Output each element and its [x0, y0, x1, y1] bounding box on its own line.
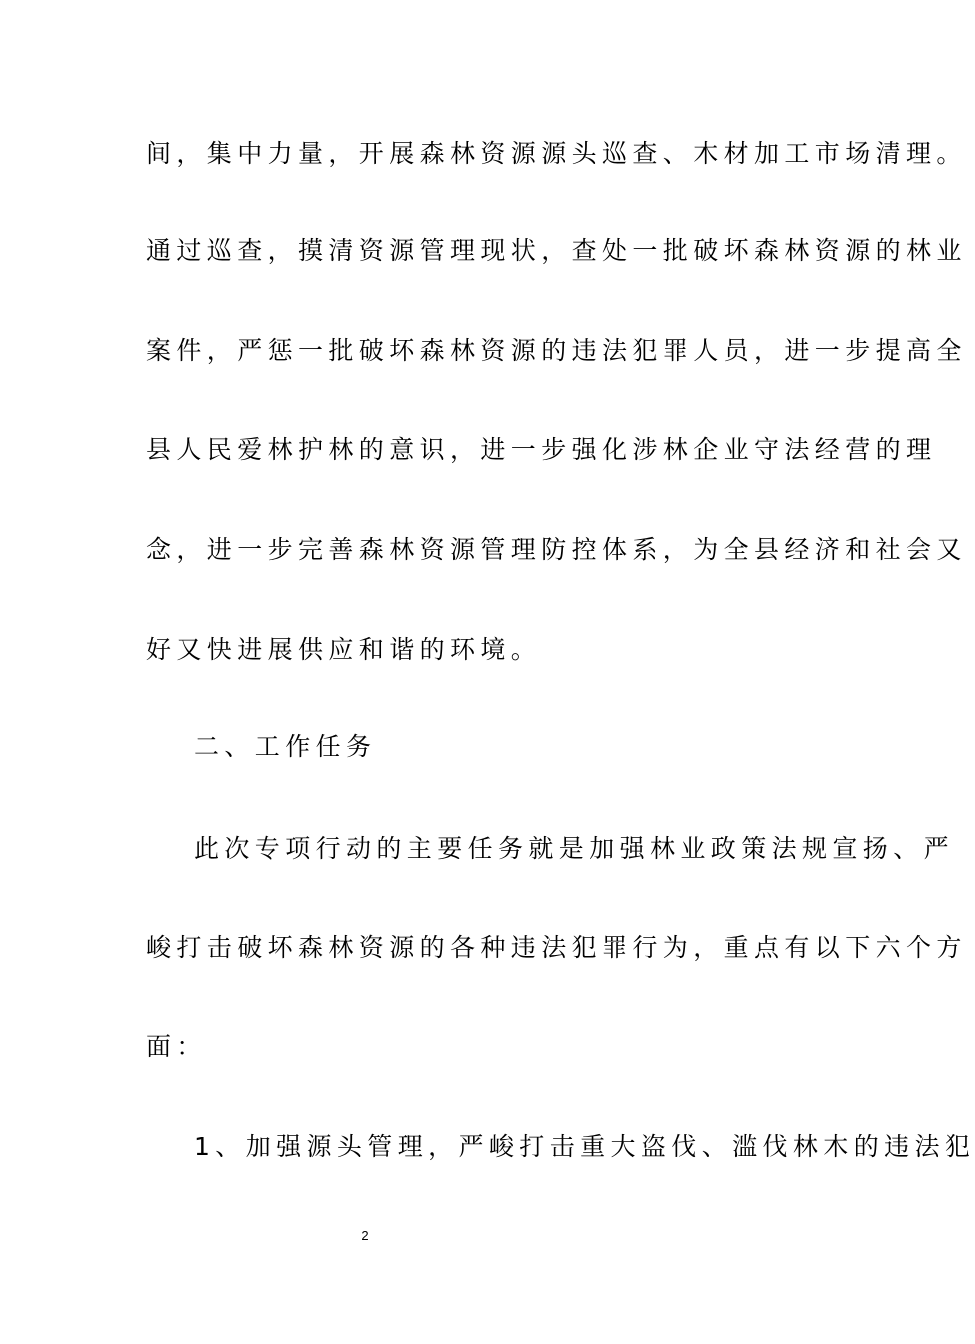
paragraph-line-8: 峻打击破坏森林资源的各种违法犯罪行为，重点有以下六个方 [146, 933, 967, 962]
paragraph-line-9: 面： [146, 1032, 207, 1061]
section-heading: 二、工作任务 [194, 732, 377, 761]
paragraph-line-3: 案件，严惩一批破坏森林资源的违法犯罪人员，进一步提高全 [146, 336, 967, 365]
paragraph-line-6: 好又快进展供应和谐的环境。 [146, 635, 542, 664]
paragraph-line-5: 念，进一步完善森林资源管理防控体系，为全县经济和社会又 [146, 535, 967, 564]
paragraph-line-2: 通过巡查，摸清资源管理现状，查处一批破坏森林资源的林业 [146, 236, 967, 265]
paragraph-line-1: 间，集中力量，开展森林资源源头巡查、木材加工市场清理。 [146, 139, 967, 168]
page-number: 2 [361, 1228, 369, 1243]
paragraph-line-4: 县人民爱林护林的意识，进一步强化涉林企业守法经营的理 [146, 435, 937, 464]
paragraph-line-7: 此次专项行动的主要任务就是加强林业政策法规宣扬、严 [194, 834, 955, 863]
paragraph-line-10: 1、加强源头管理，严峻打击重大盗伐、滥伐林木的违法犯 [194, 1132, 975, 1161]
